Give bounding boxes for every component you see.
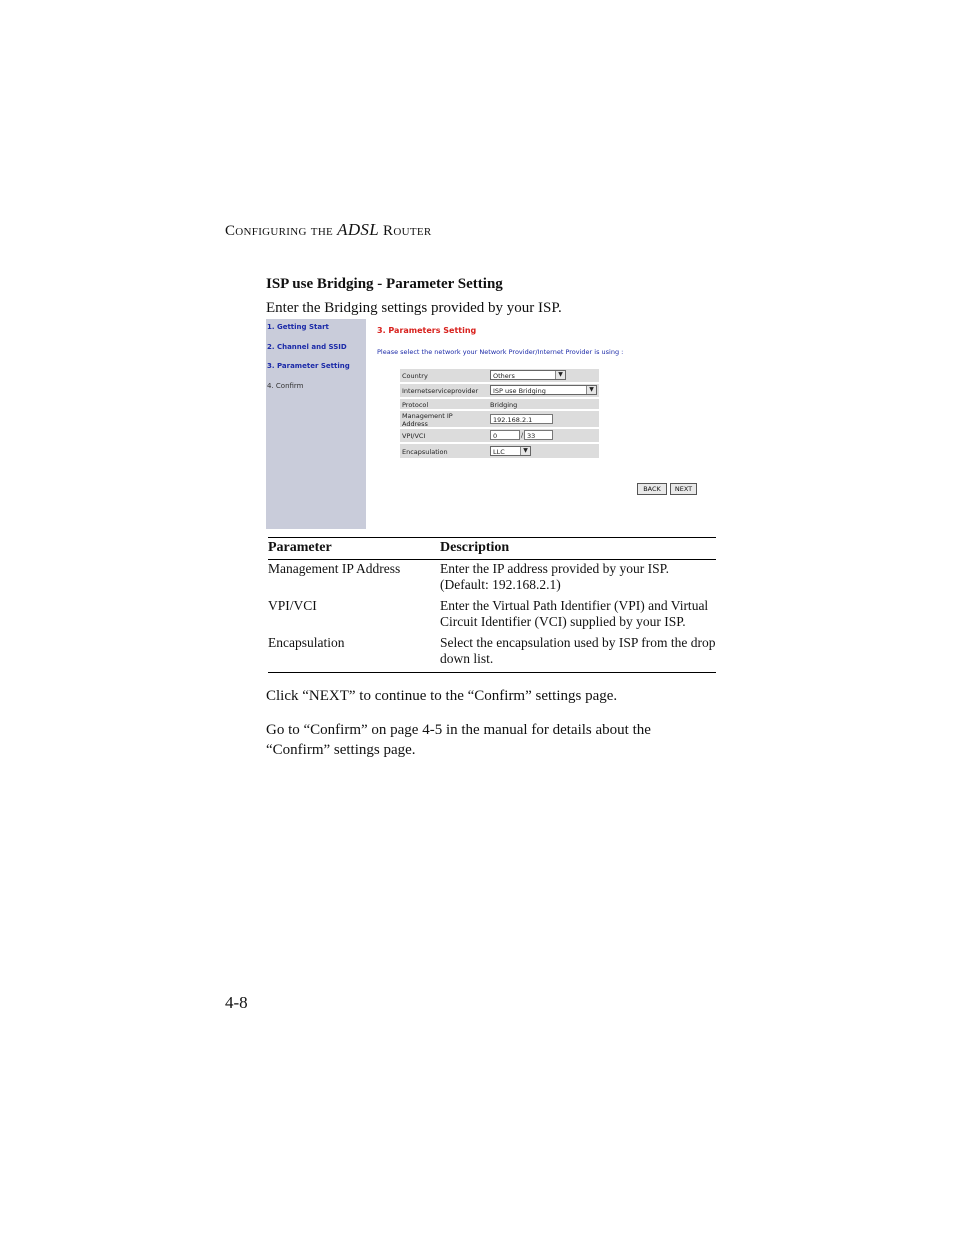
table-bottom-rule xyxy=(268,672,716,673)
encap-label: Encapsulation xyxy=(402,448,448,456)
goto-confirm-line2: “Confirm” settings page. xyxy=(266,742,416,758)
desc-encapsulation-line1: Select the encapsulation used by ISP from the drop xyxy=(440,635,716,650)
running-header-part2: ADSL xyxy=(337,220,379,239)
desc-encapsulation xyxy=(440,635,715,667)
settings-form xyxy=(400,369,599,460)
param-vpi-vci: VPI/VCI xyxy=(268,598,317,613)
vci-input[interactable]: 33 xyxy=(524,430,553,440)
nav-getting-start[interactable]: 1. Getting Start xyxy=(267,323,329,331)
header-parameter: Parameter xyxy=(268,540,332,555)
country-label: Country xyxy=(402,372,428,380)
table-header-rule xyxy=(268,559,716,560)
row-isp xyxy=(400,384,599,397)
chevron-down-icon: ▼ xyxy=(586,386,596,394)
desc-vpi-vci xyxy=(440,598,708,630)
chevron-down-icon: ▼ xyxy=(555,371,565,379)
mgmt-ip-input[interactable]: 192.168.2.1 xyxy=(490,414,553,424)
protocol-label: Protocol xyxy=(402,401,429,409)
param-mgmt-ip: Management IP Address xyxy=(268,561,401,576)
desc-mgmt-ip-line1: Enter the IP address provided by your ISP. xyxy=(440,561,669,576)
desc-mgmt-ip xyxy=(440,561,669,593)
row-vpi-vci xyxy=(400,429,599,442)
screenshot-heading: 3. Parameters Setting xyxy=(377,326,477,335)
back-button[interactable]: BACK xyxy=(637,483,667,495)
row-country xyxy=(400,369,599,382)
mgmt-ip-label xyxy=(402,412,453,428)
goto-confirm-paragraph xyxy=(266,720,651,760)
desc-mgmt-ip-line2: (Default: 192.168.2.1) xyxy=(440,577,561,592)
page-number: 4-8 xyxy=(225,993,248,1012)
running-header-part1: Configuring the xyxy=(225,223,334,239)
row-protocol xyxy=(400,399,599,409)
goto-confirm-line1: Go to “Confirm” on page 4-5 in the manual for details about the xyxy=(266,722,651,738)
desc-vpi-vci-line1: Enter the Virtual Path Identifier (VPI) and Virtual xyxy=(440,598,709,613)
desc-vpi-vci-line2: Circuit Identifier (VCI) supplied by your ISP. xyxy=(440,614,686,629)
running-header-part3: Router xyxy=(383,223,432,239)
row-encapsulation xyxy=(400,444,599,458)
running-header xyxy=(225,220,432,240)
row-mgmt-ip xyxy=(400,411,599,427)
desc-encapsulation-line2: down list. xyxy=(440,651,494,666)
mgmt-ip-label-line1: Management IP xyxy=(402,412,453,420)
router-screenshot xyxy=(266,319,718,529)
vpivci-label: VPI/VCI xyxy=(402,432,426,440)
nav-confirm: 4. Confirm xyxy=(267,382,304,390)
param-encapsulation: Encapsulation xyxy=(268,635,345,650)
country-value: Others xyxy=(493,372,515,380)
encap-value: LLC xyxy=(493,448,505,456)
next-button[interactable]: NEXT xyxy=(670,483,697,495)
mgmt-ip-label-line2: Address xyxy=(402,420,428,428)
encap-select[interactable] xyxy=(490,446,531,456)
nav-channel-ssid[interactable]: 2. Channel and SSID xyxy=(267,343,347,351)
screenshot-instruction: Please select the network your Network Provider/Internet Provider is using : xyxy=(377,348,624,356)
vpi-vci-slash: / xyxy=(521,431,524,439)
protocol-value: Bridging xyxy=(490,401,518,409)
isp-value: ISP use Bridging xyxy=(493,387,546,395)
header-description: Description xyxy=(440,540,510,555)
intro-text: Enter the Bridging settings provided by your ISP. xyxy=(266,300,562,316)
country-select[interactable] xyxy=(490,370,566,380)
isp-label: Internetserviceprovider xyxy=(402,387,479,395)
click-next-paragraph: Click “NEXT” to continue to the “Confirm” settings page. xyxy=(266,688,618,704)
chevron-down-icon: ▼ xyxy=(520,447,530,455)
section-title: ISP use Bridging - Parameter Setting xyxy=(266,276,503,292)
nav-parameter-setting[interactable]: 3. Parameter Setting xyxy=(267,362,350,370)
wizard-sidebar xyxy=(266,319,366,529)
table-top-rule xyxy=(268,537,716,538)
vpi-input[interactable]: 0 xyxy=(490,430,520,440)
isp-select[interactable] xyxy=(490,385,597,395)
